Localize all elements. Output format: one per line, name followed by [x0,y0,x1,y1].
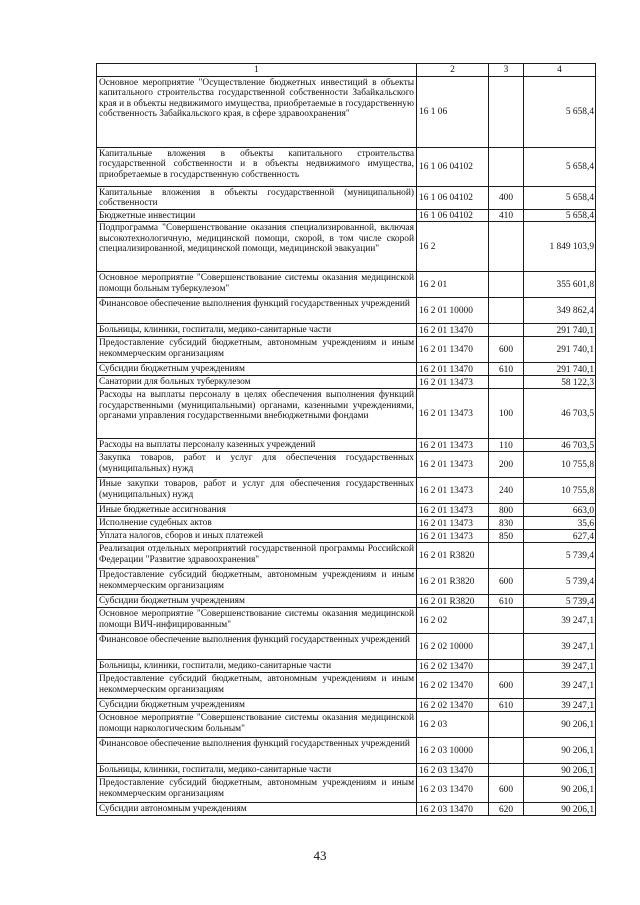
table-row [97,324,596,337]
row-amount: 46 703,5 [524,439,596,452]
row-code: 16 2 03 13470 [417,777,489,803]
row-code: 16 2 [417,222,489,272]
row-vr [489,148,524,187]
table-row [97,478,596,504]
row-amount: 90 206,1 [524,764,596,777]
table-row [97,363,596,376]
row-name: Расходы на выплаты персоналу казенных учреждений [97,439,417,452]
row-code: 16 2 01 10000 [417,298,489,324]
row-amount: 5 658,4 [524,187,596,210]
header-col-4: 4 [524,64,596,77]
row-vr: 400 [489,187,524,210]
row-amount: 291 740,1 [524,363,596,376]
table-row [97,187,596,210]
header-row [97,64,596,77]
table-row [97,439,596,452]
row-vr [489,543,524,569]
header-col-3: 3 [489,64,524,77]
row-name: Бюджетные инвестиции [97,209,417,221]
row-amount: 5 739,4 [524,595,596,608]
row-name: Иные закупки товаров, работ и услуг для обеспечения государственных (муниципальных) нужд [97,478,417,504]
row-code: 16 2 01 R3820 [417,569,489,595]
row-code: 16 2 01 13473 [417,530,489,543]
row-code: 16 2 02 13470 [417,660,489,673]
table-row [97,699,596,712]
row-amount: 291 740,1 [524,337,596,363]
row-vr [489,298,524,324]
table-body [97,77,596,816]
table-row [97,608,596,634]
row-vr: 410 [489,209,524,221]
row-vr [489,376,524,389]
row-vr [489,272,524,298]
table-row [97,517,596,530]
row-amount: 349 862,4 [524,298,596,324]
budget-table [96,63,596,816]
row-amount: 5 658,4 [524,77,596,148]
row-vr [489,660,524,673]
row-name: Больницы, клиники, госпитали, медико-санитарные части [97,764,417,777]
table-row [97,712,596,738]
budget-table-container [96,63,595,816]
row-code: 16 2 01 R3820 [417,595,489,608]
row-amount: 5 739,4 [524,543,596,569]
row-amount: 291 740,1 [524,324,596,337]
table-row [97,148,596,187]
row-code: 16 2 01 13473 [417,389,489,439]
row-name: Подпрограмма "Совершенствование оказания специализированной, включая высокотехнологичную, медицинской помощи, скорой, в том числе скорой специализированной, медицинской помощи, медицинской эвакуации" [97,222,417,272]
table-row [97,272,596,298]
row-vr: 200 [489,452,524,478]
row-code: 16 1 06 04102 [417,187,489,210]
row-name: Капитальные вложения в объекты капитального строительства государственной собственности и в объекты недвижимого имущества, приобретаемые в государственную собственность [97,148,417,187]
row-amount: 39 247,1 [524,634,596,660]
row-amount: 39 247,1 [524,673,596,699]
row-vr [489,222,524,272]
row-name: Субсидии бюджетным учреждениям [97,595,417,608]
row-amount: 35,6 [524,517,596,530]
row-name: Закупка товаров, работ и услуг для обеспечения государственных (муниципальных) нужд [97,452,417,478]
row-amount: 10 755,8 [524,452,596,478]
row-name: Финансовое обеспечение выполнения функций государственных учреждений [97,738,417,764]
row-code: 16 2 02 13470 [417,673,489,699]
row-code: 16 2 01 [417,272,489,298]
row-code: 16 2 01 13470 [417,324,489,337]
row-vr [489,634,524,660]
row-code: 16 2 02 10000 [417,634,489,660]
row-amount: 39 247,1 [524,699,596,712]
row-code: 16 2 01 13470 [417,337,489,363]
row-name: Основное мероприятие "Осуществление бюджетных инвестиций в объекты капитального строительства государственной собственности Забайкальского края и в объекты недвижимого имущества, приобретаемые в государственную собственность Забайкальского края, в сфере здравоохранения" [97,77,417,148]
row-code: 16 1 06 [417,77,489,148]
table-row [97,504,596,517]
row-amount: 355 601,8 [524,272,596,298]
row-amount: 5 658,4 [524,148,596,187]
row-vr: 620 [489,803,524,816]
row-vr: 610 [489,699,524,712]
row-vr: 830 [489,517,524,530]
row-vr [489,712,524,738]
row-name: Основное мероприятие "Совершенствование системы оказания медицинской помощи наркологическим больным" [97,712,417,738]
header-col-2: 2 [417,64,489,77]
row-vr [489,738,524,764]
table-row [97,764,596,777]
row-amount: 39 247,1 [524,608,596,634]
table-row [97,777,596,803]
row-code: 16 2 01 13473 [417,504,489,517]
row-name: Субсидии бюджетным учреждениям [97,699,417,712]
row-name: Предоставление субсидий бюджетным, автономным учреждениям и иным некоммерческим организациям [97,569,417,595]
row-name: Больницы, клиники, госпитали, медико-санитарные части [97,324,417,337]
row-name: Капитальные вложения в объекты государственной (муниципальной) собственности [97,187,417,210]
row-code: 16 2 01 13473 [417,439,489,452]
table-row [97,530,596,543]
row-vr: 850 [489,530,524,543]
row-name: Санатории для больных туберкулезом [97,376,417,389]
row-amount: 10 755,8 [524,478,596,504]
row-code: 16 2 03 [417,712,489,738]
table-row [97,660,596,673]
row-amount: 90 206,1 [524,777,596,803]
row-name: Финансовое обеспечение выполнения функций государственных учреждений [97,298,417,324]
table-row [97,673,596,699]
row-vr [489,77,524,148]
row-vr: 610 [489,363,524,376]
row-name: Предоставление субсидий бюджетным, автономным учреждениям и иным некоммерческим организациям [97,673,417,699]
row-amount: 90 206,1 [524,738,596,764]
row-code: 16 2 01 13470 [417,363,489,376]
table-row [97,634,596,660]
row-code: 16 2 03 13470 [417,803,489,816]
row-amount: 5 739,4 [524,569,596,595]
row-amount: 627,4 [524,530,596,543]
row-code: 16 2 02 13470 [417,699,489,712]
table-row [97,222,596,272]
row-amount: 39 247,1 [524,660,596,673]
row-code: 16 2 01 13473 [417,478,489,504]
table-row [97,803,596,816]
table-row [97,376,596,389]
row-name: Основное мероприятие "Совершенствование системы оказания медицинской помощи ВИЧ-инфицированным" [97,608,417,634]
row-amount: 90 206,1 [524,803,596,816]
row-vr [489,608,524,634]
row-code: 16 2 02 [417,608,489,634]
table-row [97,595,596,608]
table-row [97,389,596,439]
row-name: Основное мероприятие "Совершенствование системы оказания медицинской помощи больным туберкулезом" [97,272,417,298]
row-code: 16 2 01 13473 [417,517,489,530]
row-vr: 110 [489,439,524,452]
row-code: 16 1 06 04102 [417,148,489,187]
table-row [97,452,596,478]
row-name: Предоставление субсидий бюджетным, автономным учреждениям и иным некоммерческим организациям [97,777,417,803]
row-vr [489,324,524,337]
row-vr: 610 [489,595,524,608]
row-code: 16 2 01 R3820 [417,543,489,569]
row-name: Реализация отдельных мероприятий государственной программы Российской Федерации "Развитие здравоохранения" [97,543,417,569]
row-amount: 58 122,3 [524,376,596,389]
table-row [97,738,596,764]
row-vr: 800 [489,504,524,517]
table-row [97,209,596,221]
row-code: 16 1 06 04102 [417,209,489,221]
row-name: Финансовое обеспечение выполнения функций государственных учреждений [97,634,417,660]
table-row [97,337,596,363]
row-vr [489,764,524,777]
row-vr: 600 [489,337,524,363]
row-amount: 1 849 103,9 [524,222,596,272]
header-col-1: 1 [97,64,417,77]
row-name: Субсидии бюджетным учреждениям [97,363,417,376]
row-vr: 240 [489,478,524,504]
row-amount: 5 658,4 [524,209,596,221]
row-code: 16 2 03 10000 [417,738,489,764]
table-row [97,298,596,324]
row-code: 16 2 03 13470 [417,764,489,777]
row-name: Исполнение судебных актов [97,517,417,530]
row-vr: 600 [489,569,524,595]
table-row [97,543,596,569]
row-name: Субсидии автономным учреждениям [97,803,417,816]
row-code: 16 2 01 13473 [417,452,489,478]
row-vr: 600 [489,777,524,803]
row-amount: 46 703,5 [524,389,596,439]
row-name: Уплата налогов, сборов и иных платежей [97,530,417,543]
row-amount: 663,0 [524,504,596,517]
table-row [97,77,596,148]
row-name: Расходы на выплаты персоналу в целях обеспечения выполнения функций государственными (муниципальными) органами, казенными учреждениями, органами управления государственными внебюджетными фондами [97,389,417,439]
row-code: 16 2 01 13473 [417,376,489,389]
table-row [97,569,596,595]
row-vr: 100 [489,389,524,439]
row-name: Больницы, клиники, госпитали, медико-санитарные части [97,660,417,673]
row-name: Иные бюджетные ассигнования [97,504,417,517]
row-vr: 600 [489,673,524,699]
page-number: 43 [313,848,327,863]
row-name: Предоставление субсидий бюджетным, автономным учреждениям и иным некоммерческим организациям [97,337,417,363]
row-amount: 90 206,1 [524,712,596,738]
